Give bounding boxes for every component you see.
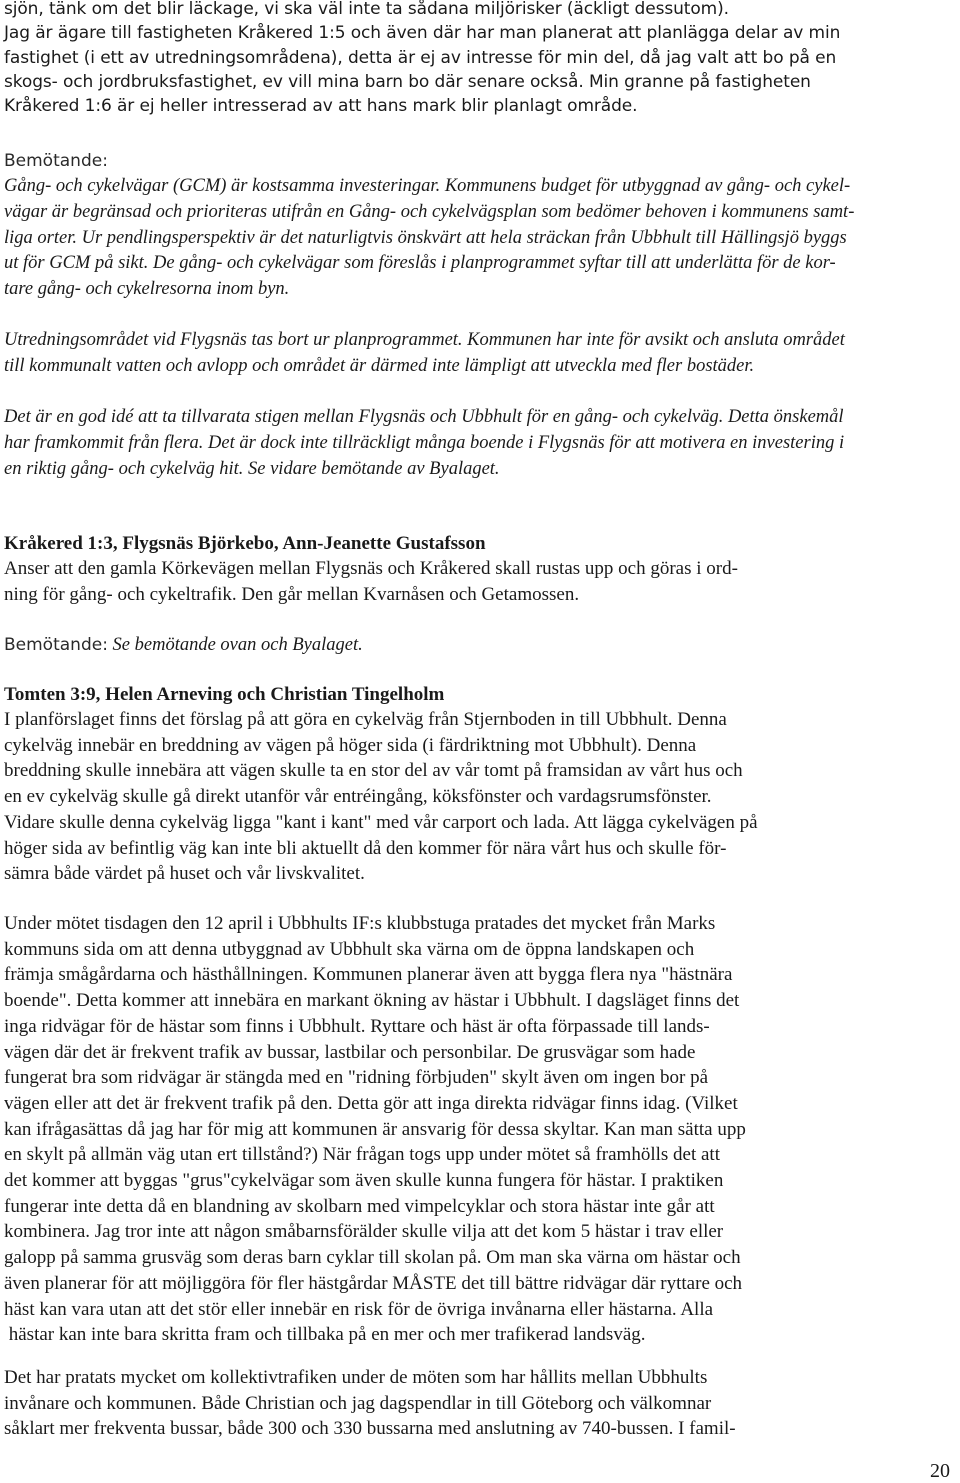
paragraph-horses: [4, 911, 854, 1348]
response-label: Bemötande:: [4, 635, 108, 655]
paragraph-korkevagen: [4, 556, 854, 607]
text-line: skogs- och jordbruksfastighet, ev vill mina barn bo där senare också. Min granne på fastigheten: [4, 71, 811, 92]
text-line: vägar är begränsad och prioriteras utifrån en Gång- och cykelvägsplan som bedömer behoven i kommunens samt-: [4, 201, 855, 222]
paragraph-flygsnas-area: [4, 328, 854, 380]
text-line: en riktig gång- och cykelväg hit. Se vidare bemötande av Byalaget.: [4, 458, 500, 479]
text-line: breddning skulle innebära att vägen skulle ta en stor del av vår tomt på framsidan av vårt hus och: [4, 760, 743, 782]
text-line: Det är en god idé att ta tillvarata stigen mellan Flygsnäs och Ubbhult för en gång- och cykelväg. Detta önskemål: [4, 407, 844, 427]
text-line: sämra både värdet på huset och vår livskvalitet.: [4, 863, 365, 885]
text-line: hästar kan inte bara skritta fram och tillbaka på en mer och mer trafikerad landsväg.: [4, 1324, 646, 1346]
text-line: har framkommit från flera. Det är dock inte tillräckligt många boende i Flygsnäs för att motivera en investering i: [4, 432, 845, 453]
response-line: [4, 632, 854, 658]
text-line: Under mötet tisdagen den 12 april i Ubbhults IF:s klubbstuga pratades det mycket från Marks: [4, 913, 716, 934]
paragraph-path-idea: [4, 405, 854, 482]
paragraph-public-transport: [4, 1365, 854, 1442]
text-line: fungerat bra som ridvägar är stängda med en "ridning förbjuden" skylt även om ingen bor på: [4, 1067, 709, 1089]
text-line: vägen där det är frekvent trafik av bussar, lastbilar och personbilar. De grusvägar som hade: [4, 1041, 696, 1063]
text-line: invånare och kommunen. Både Christian och jag dagspendlar in till Göteborg och välkomnar: [4, 1392, 712, 1414]
text-line: galopp på samma grusväg som deras barn cyklar till skolan på. Om man ska värna om hästar och: [4, 1247, 741, 1269]
text-line: Kråkered 1:6 är ej heller intresserad av att hans mark blir planlagt område.: [4, 96, 638, 117]
text-line: kombinera. Jag tror inte att någon småbarnsförälder skulle vilja att det kom 5 hästar i trav eller: [4, 1221, 724, 1243]
text-line: en ev cykelväg skulle gå direkt utanför vår entréingång, köksfönster och vardagsrumsfönster.: [4, 786, 712, 808]
text-line: Det har pratats mycket om kollektivtrafiken under de möten som har hållits mellan Ubbhults: [4, 1367, 708, 1388]
text-line: främja smågårdarna och hästhållningen. Kommunen planerar även att bygga flera nya "hästnära: [4, 964, 733, 986]
text-line: fastighet (i ett av utredningsområdena), detta är ej av intresse för min del, då jag valt att bo på en: [4, 47, 837, 68]
section-heading-text: Kråkered 1:3, Flygsnäs Björkebo, Ann-Jeanette Gustafsson: [4, 533, 486, 554]
text-line: sjön, tänk om det blir läckage, vi ska väl inte ta sådana miljörisker (äckligt dessutom).: [4, 0, 729, 19]
text-line: liga orter. Ur pendlingsperspektiv är det naturligtvis önskvärt att hela sträckan från Ubbhult till Hällingsjö byggs: [4, 227, 847, 248]
response-label: Bemötande:: [4, 151, 108, 171]
text-line: höger sida av befintlig väg kan inte bli aktuellt då den kommer för nära vårt hus och skulle för-: [4, 837, 727, 859]
page-number: 20: [930, 1460, 950, 1482]
text-line: kan ifrågasättas då jag har för mig att kommunen är ansvarig för dessa skyltar. Kan man sätta upp: [4, 1118, 746, 1140]
text-line: vägen eller att det är frekvent trafik på den. Detta gör att inga direkta ridvägar finns idag. (Vilket: [4, 1092, 738, 1114]
text-line: ning för gång- och cykeltrafik. Den går mellan Kvarnåsen och Getamossen.: [4, 583, 580, 605]
text-line: fungerar inte detta då en blandning av skolbarn med vimpelcyklar och stora hästar inte går att: [4, 1195, 715, 1217]
text-line: Vidare skulle denna cykelväg ligga "kant i kant" med vår carport och lada. Att lägga cykelvägen på: [4, 811, 758, 833]
paragraph-cycle-path-objection: [4, 707, 854, 887]
text-line: till kommunalt vatten och avlopp och området är därmed inte lämpligt att utveckla med fler bostäder.: [4, 355, 755, 376]
text-line: Gång- och cykelvägar (GCM) är kostsamma investeringar. Kommunens budget för utbyggnad av gång- och cykel-: [4, 176, 851, 196]
text-line: inga ridvägar för de hästar som finns i Ubbhult. Ryttare och häst är ofta förpassade till lands-: [4, 1015, 710, 1037]
paragraph-gcm-response: [4, 174, 854, 303]
text-line: boende". Detta kommer att innebära en markant ökning av hästar i Ubbhult. I dagsläget finns det: [4, 990, 740, 1012]
text-line: såklart mer frekventa bussar, både 300 och 330 bussarna med anslutning av 740-bussen. I famil-: [4, 1418, 736, 1440]
text-line: kommuns sida om att denna utbyggnad av Ubbhult ska värna om de öppna landskapen och: [4, 938, 695, 960]
text-line: tare gång- och cykelresorna inom byn.: [4, 279, 290, 300]
text-line: en skylt på allmän väg utan ert tillstånd?) När frågan togs upp under mötet så framhölls det att: [4, 1144, 720, 1166]
response-heading: [4, 148, 854, 174]
response-text: Se bemötande ovan och Byalaget.: [107, 635, 363, 655]
text-line: cykelväg innebär en breddning av vägen på höger sida (i färdriktning mot Ubbhult). Denna: [4, 734, 697, 756]
text-line: även planerar för att möjliggöra för fler hästgårdar MÅSTE det till bättre ridvägar där ryttare och: [4, 1272, 743, 1294]
text-line: ut för GCM på sikt. De gång- och cykelvägar som föreslås i planprogrammet syftar till att underlätta för de kor-: [4, 253, 836, 274]
section-heading-text: Tomten 3:9, Helen Arneving och Christian Tingelholm: [4, 684, 445, 705]
text-line: Utredningsområdet vid Flygsnäs tas bort ur planprogrammet. Kommunen har inte för avsikt och ansluta området: [4, 330, 845, 350]
text-line: Anser att den gamla Körkevägen mellan Flygsnäs och Kråkered skall rustas upp och göras i ord-: [4, 558, 738, 579]
section-heading-krakered: [4, 532, 854, 556]
section-heading-tomten: [4, 683, 854, 707]
paragraph-property-owner: [4, 0, 854, 118]
text-line: det kommer att byggas "grus"cykelvägar som även skulle kunna fungera för hästar. I praktiken: [4, 1170, 724, 1192]
text-line: I planförslaget finns det förslag på att göra en cykelväg från Stjernboden in till Ubbhult. Denna: [4, 709, 727, 730]
text-line: häst kan vara utan att det stör eller innebär en risk för de övriga invånarna eller hästarna. Alla: [4, 1298, 714, 1320]
text-line: Jag är ägare till fastigheten Kråkered 1:5 och även där har man planerat att planlägga delar av min: [4, 23, 841, 44]
